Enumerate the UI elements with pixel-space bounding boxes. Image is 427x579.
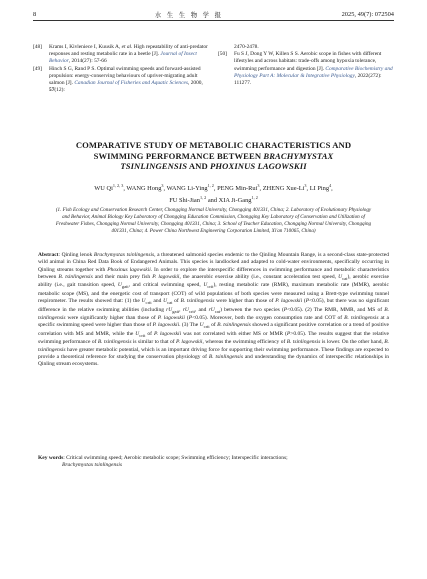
keywords: Key words: Critical swimming speed; Aerobic metabolic scope; Swimming efficiency; Interspecific interactions; Brachymystax tsinlingensis: [38, 455, 288, 469]
page-number: 8: [33, 10, 37, 18]
affiliations: (1. Fish Ecology and Conservation Research Center, Chongqing Normal University, Chongqing 401331, China; 2. Laboratory of Evolutionary Physiology and Behavior, Animal Biology Key Laboratory of Chongqing Education Commission, Chongqing Key Laboratory of Conservation and Utilization of Freshwater Fishes, Chongqing Normal University, Chongqing 401331, China; 3. School of Teacher Education, Chongqing Normal University, Chongqing 401331, China; 4. Power China Northwest Engineering Corporation Limited, Xi'an 710065, China): [55, 207, 372, 234]
reference-continuation: 2470-2478.: [234, 44, 259, 50]
author-list: WU Qi$^{1, 2, 3}$, WANG Hong$^3$, WANG Li-Ying$^{1, 2}$, PENG Min-Rui$^3$, ZHENG Xue-Li$^3$, LI Ping$^4$, FU Shi-Jian$^{1, 2}$ and XIA Ji-Gang$^{1, 2}$: [94, 183, 333, 205]
running-header: [33, 8, 394, 20]
reference-list: [33, 44, 394, 94]
reference-item: [50] Fu S J, Dong Y W, Killen S S. Aerobic scope in fishes with different lifestyles and across habitats: trade-offs among hypoxia tolerance, swimming performance and digestion [J]. Comparative Biochemistry and Physiology Part A: Molecular & Integrative Physiology, 2022(272): 111277.: [218, 51, 393, 87]
reference-item: [49] Hinch S G, Rand P S. Optimal swimming speeds and forward-assisted propulsion: energy-conserving behaviours of upriver-migrating adult salmon [J]. Canadian Journal of Fisheries and Aquatic Sciences, 2000, 57(12):: [33, 65, 203, 94]
english-title: COMPARATIVE STUDY OF METABOLIC CHARACTERISTICS AND SWIMMING PERFORMANCE BETWEEN BRACHYMYSTAX TSINLINGENSIS AND PHOXINUS LAGOWSKII: [75, 140, 352, 171]
header-rule: [33, 20, 394, 21]
journal-name: 水 生 生 物 学 报: [154, 11, 224, 19]
reference-column-left: [33, 44, 209, 94]
reference-column-right: [218, 44, 394, 94]
abstract: Abstract: Qinling lenok Brachymystax tsinlingensis, a threatened salmonid species endemic to the Qinling Mountain Range, is a second-class state-protected wild animal in China Red Data Book of Endangered Animals. This species is landlocked and adapted to cold-water environments, specifically occurring in Qinling streams together with Phoxinus lagowskii. In order to explore the interspecific differences in swimming performance and metabolic characteristics between B. tsinlingensis and their main prey fish P. lagowskii, the anaerobic exercise ability (i.e., constant acceleration test speed, $U_{cat}$), aerobic exercise ability (i.e., gait transition speed, $U_{gait}$, and critical swimming speed, $U_{crit}$), resting metabolic rate (RMR), maximum metabolic rate (MMR), aerobic metabolic scope (MS), and the energetic cost of transport (COT) of wild populations of both species were measured using a Brett-type swimming tunnel respirometer. The results showed that: (1) the $U_{crit}$ and $U_{cat}$ of B. tsinlingensis were higher than those of P. lagowskii (P<0.05), but there was no significant difference in the relative swimming abilities (including $rU_{gait}$, $rU_{crit}$, and $rU_{cat}$) between the two species (P<0.05). (2) The RMR, MMR, and MS of B. tsinlingensis were significantly higher than those of P. lagowskii (P<0.05). Moreover, both the oxygen consumption rate and COT of B. tsinlingensis at a specific swimming speed were higher than those of P. lagowskii. (3) The $U_{crit}$ of B. tsinlingensis showed a significant positive correlation or a trend of positive correlation with MS and MMR, while the $U_{crit}$ of P. lagowskii was not correlated with either MS or MMR (P>0.05). The results suggest that the relative swimming performance of B. tsinlingensis is similar to that of P. lagowskii, whereas the swimming efficiency of B. tsinlingensis is lower. On the other hand, B. tsinlingensis have greater metabolic potential, which is an important driving force for supporting their swimming performance. These findings are expected to provide a theoretical reference for studying the conservation physiology of B. tsinlingensis and understanding the dynamics of interspecific relationships in Qinling stream ecosystems.: [38, 252, 390, 368]
reference-item: [48] Krams I, Kivleniece I, Kuusik A, et al. High repeatability of anti-predator responses and resting metabolic rate in a beetle [J]. Journal of Insect Behavior, 2014(27): 57-66: [33, 44, 208, 65]
volume-info: 2025, 49(7): 072504: [341, 10, 394, 18]
